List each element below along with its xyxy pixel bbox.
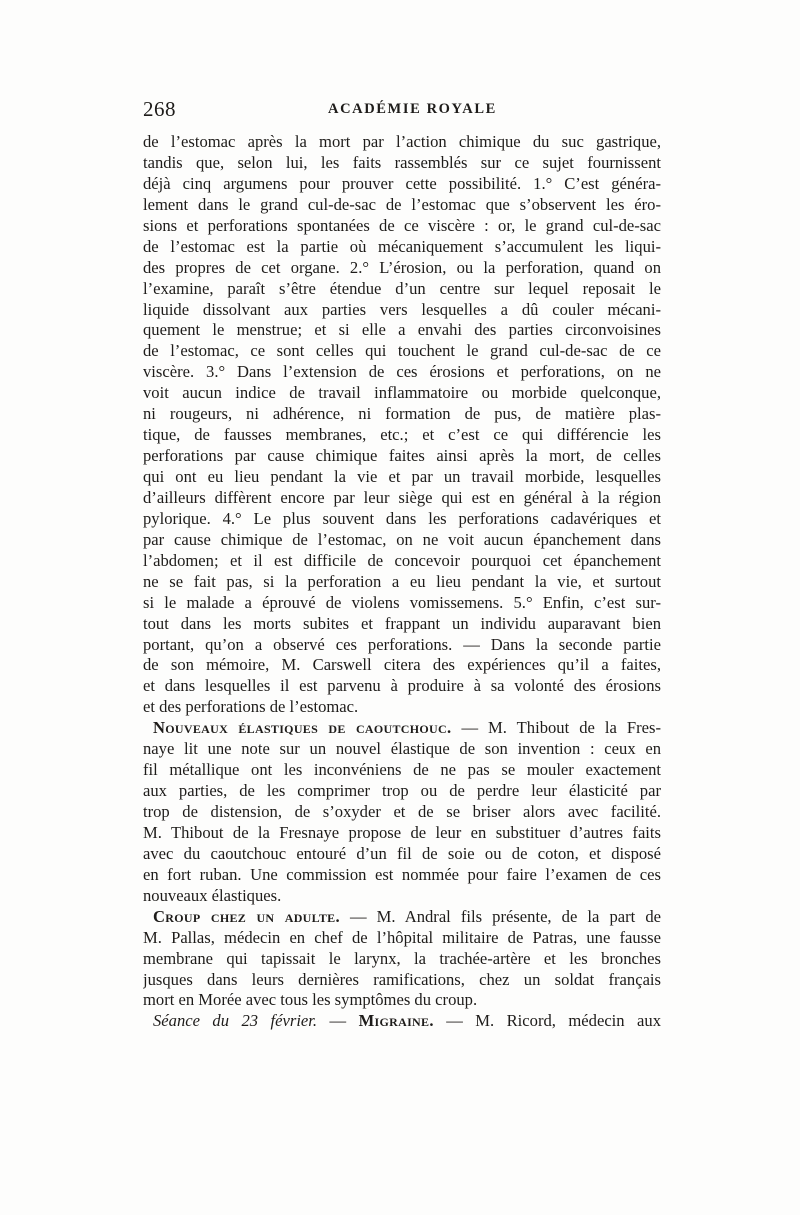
text-span: — M. Andral fils présente, de la part de — [349, 906, 661, 926]
text-line: tique, de fausses membranes, etc.; et c’est ce qui différencie les — [143, 425, 661, 445]
text-line: des propres de cet organe. 2.° L’érosion, ou la perforation, quand on — [143, 257, 661, 277]
text-line: fil métallique ont les inconvéniens de ne pas se mouler exactement — [143, 760, 661, 780]
text-line: trop de distension, de s’oxyder et de se briser alors avec facilité. — [143, 802, 661, 821]
text-line: de l’estomac, ce sont celles qui touchent le grand cul-de-sac de ce — [143, 341, 661, 361]
paragraph-nouveaux-elastiques — [143, 718, 661, 906]
text-line: en fort ruban. Une commission est nommée pour faire l’examen de ces — [143, 864, 661, 884]
text-line: et des perforations de l’estomac. — [143, 697, 359, 717]
text-line: si le malade a éprouvé de violens vomissemens. 5.° Enfin, c’est sur- — [143, 592, 661, 612]
page-number: 268 — [143, 97, 176, 121]
text-line: avec du caoutchouc entouré d’un fil de soie ou de coton, et disposé — [143, 843, 661, 863]
text-line: tandis que, selon lui, les faits rassemblés sur ce sujet fournissent — [143, 152, 661, 172]
text-line: viscère. 3.° Dans l’extension de ces érosions et perforations, on ne — [143, 362, 661, 382]
text-line — [143, 907, 661, 928]
text-line: sions et perforations spontanées de ce viscère : or, le grand cul-de-sac — [143, 215, 661, 235]
text-line: voit aucun indice de travail inflammatoire ou morbide quelconque, — [143, 383, 661, 403]
session-date: Séance du 23 février. — [153, 1011, 318, 1031]
section-heading: Croup chez un adulte. — [153, 906, 340, 926]
text-line: qui ont eu lieu pendant la vie et par un travail morbide, lesquelles — [143, 467, 661, 486]
text-line: par cause chimique de l’estomac, on ne voit aucun épanchement dans — [143, 529, 661, 549]
text-line: pylorique. 4.° Le plus souvent dans les perforations cadavériques et — [143, 508, 661, 528]
text-line — [143, 718, 661, 739]
text-line: nouveaux élastiques. — [143, 885, 282, 905]
text-line: perforations par cause chimique faites ainsi après la mort, de celles — [143, 446, 661, 466]
text-line: de l’estomac est la partie où mécaniquement s’accumulent les liqui- — [143, 236, 661, 256]
text-line: et dans lesquelles il est parvenu à produire à sa volonté des érosions — [143, 676, 661, 696]
text-line: ni rougeurs, ni adhérence, ni formation de pus, de matière plas- — [143, 404, 661, 424]
paragraph-stomach-perforations — [143, 132, 661, 718]
text-line: aux parties, de les comprimer trop ou de perdre leur élasticité par — [143, 781, 661, 801]
text-line: M. Thibout de la Fresnaye propose de leur en substituer d’autres faits — [143, 822, 661, 842]
text-line: M. Pallas, médecin en chef de l’hôpital militaire de Patras, une fausse — [143, 927, 661, 947]
body-text — [143, 132, 661, 1032]
running-head: ACADÉMIE ROYALE — [328, 101, 497, 117]
text-line: de l’estomac après la mort par l’action chimique du suc gastrique, — [143, 132, 661, 151]
text-line: lement dans le grand cul-de-sac de l’estomac que s’observent les éro- — [143, 194, 661, 214]
text-line: tout dans les morts subites et frappant un individu auparavant bien — [143, 613, 661, 633]
text-line: l’examine, paraît s’être étendue d’un centre sur lequel reposait le — [143, 278, 661, 298]
text-span: — M. Thibout de la Fres- — [461, 718, 661, 738]
text-line: naye lit une note sur un nouvel élastique de son invention : ceux en — [143, 739, 661, 759]
text-line — [143, 1011, 661, 1032]
text-span: — M. Ricord, médecin aux — [433, 1011, 661, 1031]
text-line: liquide dissolvant aux parties vers lesquelles a dû couler mécani- — [143, 299, 661, 319]
paragraph-seance — [143, 1011, 661, 1032]
page-header — [143, 97, 663, 123]
text-line: ne se fait pas, si la perforation a eu lieu pendant la vie, et surtout — [143, 571, 661, 591]
text-line: quement le menstrue; et si elle a envahi des parties circonvoisines — [143, 320, 661, 340]
text-span: — — [317, 1011, 359, 1031]
section-heading: Nouveaux élastiques de caoutchouc. — [153, 718, 452, 738]
text-line: membrane qui tapissait le larynx, la trachée-artère et les bronches — [143, 948, 661, 968]
text-line: déjà cinq argumens pour prouver cette possibilité. 1.° C’est généra- — [143, 173, 661, 193]
text-line: de son mémoire, M. Carswell citera des expériences qu’il a faites, — [143, 655, 661, 675]
text-line: mort en Morée avec tous les symptômes du croup. — [143, 990, 478, 1010]
text-line: portant, qu’on a observé ces perforations. — Dans la seconde partie — [143, 634, 661, 654]
section-heading: Migraine. — [358, 1011, 434, 1031]
text-line: jusques dans leurs dernières ramifications, chez un soldat français — [143, 969, 661, 989]
text-line: l’abdomen; et il est difficile de concevoir pourquoi cet épanchement — [143, 550, 661, 570]
paragraph-croup — [143, 907, 661, 1012]
text-line: d’ailleurs diffèrent encore par leur siège qui est en général à la région — [143, 487, 661, 507]
